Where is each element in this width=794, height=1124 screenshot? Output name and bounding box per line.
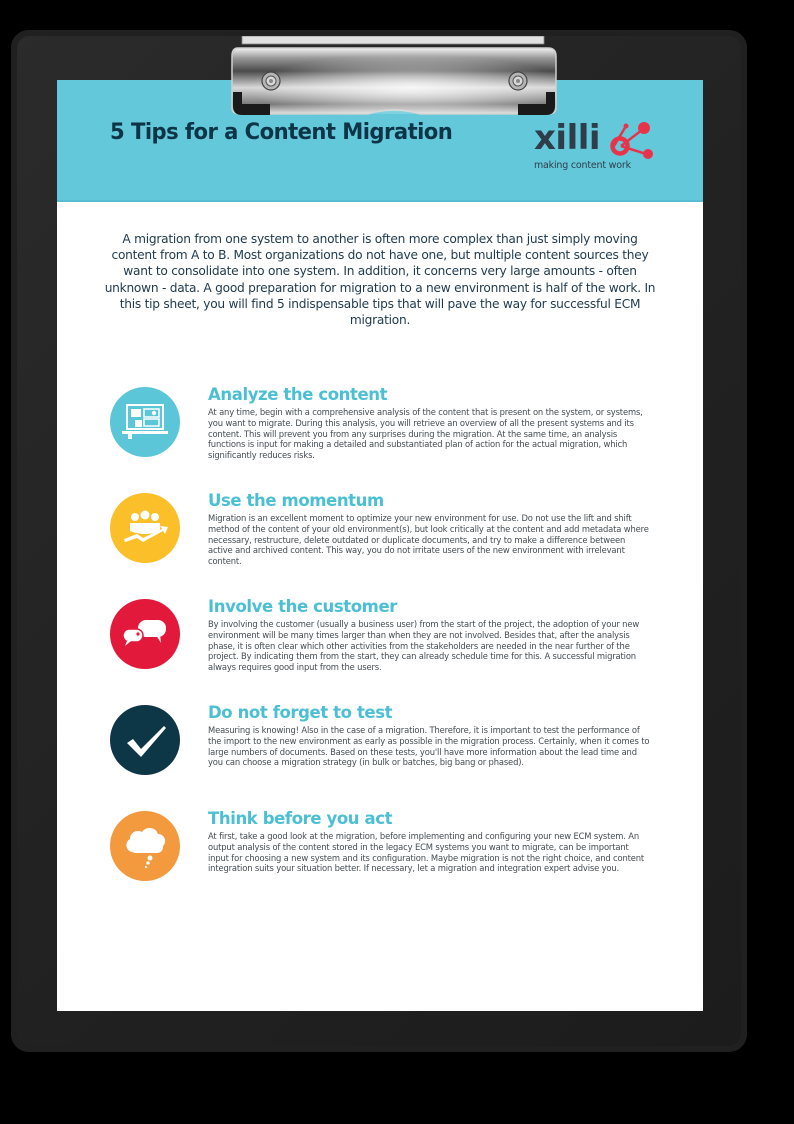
chat-bubbles-icon xyxy=(110,599,180,669)
tip-title: Think before you act xyxy=(208,809,393,828)
tip-title: Analyze the content xyxy=(208,385,388,404)
tip-sheet-page xyxy=(57,80,703,1011)
tip-analyze-content xyxy=(110,385,670,485)
page-title: 5 Tips for a Content Migration xyxy=(110,119,453,145)
tip-think-before-act xyxy=(110,809,670,909)
tip-title: Use the momentum xyxy=(208,491,384,510)
intro-paragraph: A migration from one system to another is often more complex than just simply moving content from A to B. Most organizations do not have one, but multiple content sources they want to consolidate into one system. In addition, it concerns very large amounts - often unknown - data. A good preparation for migration to a new environment is half of the work. In this tip sheet, you will find 5 indispensable tips that will pave the way for successful ECM migration. xyxy=(104,232,656,328)
tip-title: Involve the customer xyxy=(208,597,397,616)
tip-use-momentum xyxy=(110,491,670,591)
checkmark-icon xyxy=(110,705,180,775)
tip-test xyxy=(110,703,670,803)
team-growth-arrow-icon xyxy=(110,493,180,563)
tip-body: By involving the customer (usually a business user) from the start of the project, the adoption of your new environment will be many times larger than when they are not involved. Besides that, after the analysis phase, it is often clear which other activities from the stakeholders are needed in the near further of the project. By indicating them from the start, they can already schedule time for this. A successful migration always requires good input from the users. xyxy=(208,619,640,673)
logo-wordmark: xilli xyxy=(534,118,601,158)
tip-body: Migration is an excellent moment to optimize your new environment for use. Do not use the lift and shift method of the content of your old environment(s), but look critically at the content and add metadata where necessary, restructure, delete outdated or duplicate documents, and try to make a difference between active and archived content. This way, you do not irritate users of the new environment with irrelevant content. xyxy=(208,513,649,567)
tip-body: Measuring is knowing! Also in the case of a migration. Therefore, it is important to test the performance of the import to the new environment as early as possible in the migration process. Certainly, when it comes to large numbers of documents. Based on these tests, you'll have more information about the lead time and you can choose a migration strategy (in bulk or batches, big bang or phased). xyxy=(208,725,650,768)
tip-body: At any time, begin with a comprehensive analysis of the content that is present on the system, or systems, you want to migrate. During this analysis, you will retrieve an overview of all the present systems and its content. This will prevent you from any surprises during the migration. At the same time, an analysis functions is input for making a detailed and substantiated plan of action for the actual migration, which significantly reduces risks. xyxy=(208,407,643,461)
tip-title: Do not forget to test xyxy=(208,703,393,722)
clipboard-clip xyxy=(228,36,560,118)
logo-network-icon xyxy=(604,120,654,160)
tip-involve-customer xyxy=(110,597,670,697)
tip-body: At first, take a good look at the migration, before implementing and configuring your new ECM system. An output analysis of the content stored in the legacy ECM systems you want to migrate, can be important input for choosing a new system and its configuration. Maybe migration is not the right choice, and content integration suits your situation better. If necessary, let a migration and integration expert advise you. xyxy=(208,831,645,874)
xillio-logo xyxy=(534,118,654,174)
laptop-dashboard-icon xyxy=(110,387,180,457)
thought-cloud-icon xyxy=(110,811,180,881)
logo-tagline: making content work xyxy=(534,160,631,171)
